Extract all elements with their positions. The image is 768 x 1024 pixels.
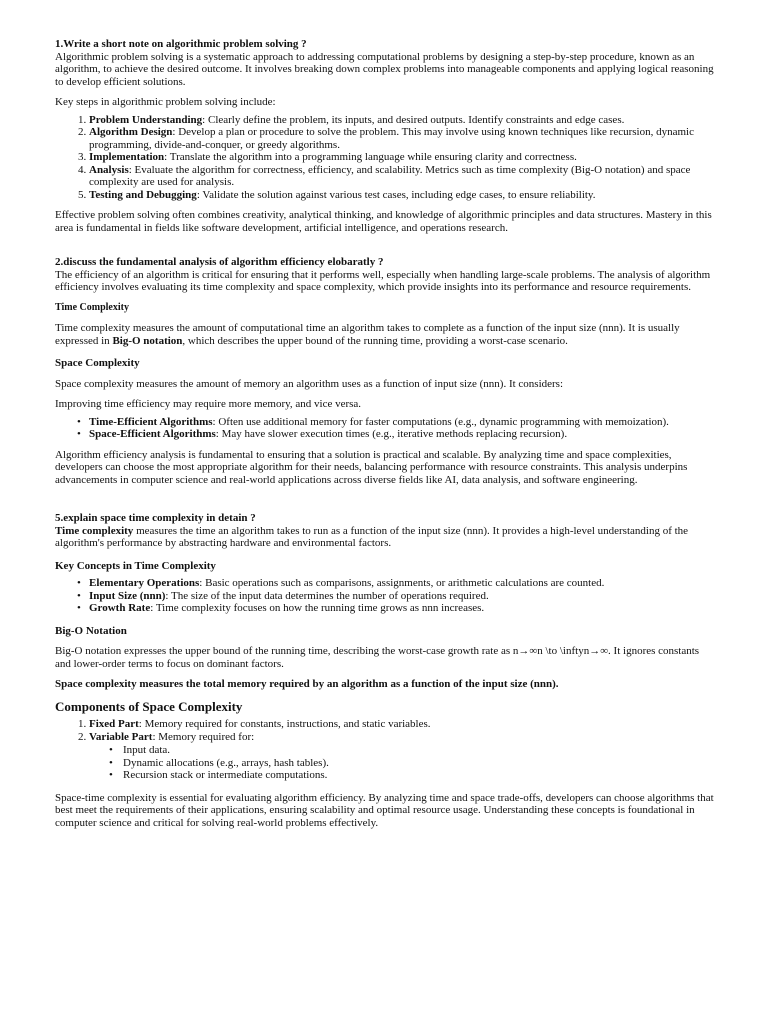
bullet-term: Input Size (nnn) (89, 589, 166, 602)
list-item (77, 577, 715, 590)
component-term: Variable Part (89, 730, 153, 743)
q2-title: 2.discuss the fundamental analysis of algorithm efficiency elobaratly ? (55, 256, 384, 268)
components-heading: Components of Space Complexity (55, 698, 243, 714)
big-o-heading: Big-O Notation (55, 624, 127, 637)
q1-intro: Algorithmic problem solving is a systematic approach to addressing computational problems by designing a step-by-step procedure, known as an algorithm, to achieve the desired outcome. It involves breaking down complex problems into manageable components and applying logical reasoning to develop efficient solutions. (55, 50, 714, 88)
q2-conclusion: Algorithm efficiency analysis is fundamental to ensuring that a solution is practical and scalable. By analyzing time and space complexities, developers can choose the most appropriate algorithm for their needs, balancing performance with resource constraints. This analysis underpins advancements in computer science and real-world applications across diverse fields like AI, data analysis, and software engineering. (55, 448, 688, 486)
step-term: Algorithm Design (89, 126, 173, 138)
bullet-term: Space-Efficient Algorithms (89, 428, 216, 440)
big-o-term: Big-O notation (112, 334, 183, 347)
tradeoff-text: Improving time efficiency may require more memory, and vice versa. (55, 398, 362, 410)
q1-steps-intro: Key steps in algorithmic problem solving include: (55, 96, 276, 108)
q1-conclusion: Effective problem solving often combines creativity, analytical thinking, and knowledge of algorithmic principles and data structures. Mastery in this area is fundamental in fields like software development, artificial intelligence, and operations research. (55, 209, 712, 234)
list-item: • Dynamic allocations (e.g., arrays, hash tables). (109, 757, 715, 770)
tradeoff-list (55, 416, 715, 441)
list-item (77, 428, 715, 441)
time-complexity-heading: Time Complexity (55, 301, 129, 313)
q1-title: 1.Write a short note on algorithmic problem solving ? (55, 38, 307, 50)
variable-part-list (89, 744, 715, 782)
list-item (89, 164, 715, 189)
step-term: Implementation (89, 151, 165, 163)
q5-intro-text: measures the time an algorithm takes to run as a function of the input size (nnn). It provides a high-level understanding of the algorithm's performance by abstracting hardware and environmental factors. (55, 524, 689, 549)
big-o-text: Big-O notation expresses the upper bound of the running time, describing the worst-case growth rate as n→∞n \to \inftyn→∞. It ignores constants and lower-order terms to focus on dominant factors. (55, 645, 700, 670)
list-item: • Input data. (109, 744, 715, 757)
step-text: : Translate the algorithm into a programming language while ensuring clarity and correctness. (164, 151, 577, 163)
time-complexity-text (55, 322, 715, 347)
bullet-text: : Time complexity focuses on how the running time grows as nnn increases. (150, 602, 485, 614)
q5-intro (55, 525, 715, 550)
components-list (55, 718, 715, 782)
time-text-part: Time complexity measures the amount of computational time an algorithm takes to complete as a function of the input size (nnn). It is usually expressed in (55, 322, 680, 347)
time-text-part: , which describes the upper bound of the running time, providing a worst-case scenario. (182, 334, 568, 347)
q2-intro: The efficiency of an algorithm is critical for ensuring that it performs well, especially when handling large-scale problems. The analysis of algorithm efficiency involves evaluating its time complexity and space complexity, which provide insights into its performance and resource requirements. (55, 268, 711, 293)
step-term: Testing and Debugging (89, 188, 197, 201)
space-complexity-definition: Space complexity measures the total memory required by an algorithm as a function of the input size (nnn). (55, 678, 559, 690)
time-complexity-term: Time complexity (55, 524, 134, 537)
q5-title: 5.explain space time complexity in detain ? (55, 512, 256, 524)
bullet-term: Elementary Operations (89, 577, 200, 589)
bullet-text: : Basic operations such as comparisons, assignments, or arithmetic calculations are counted. (199, 577, 605, 589)
space-complexity-text: Space complexity measures the amount of memory an algorithm uses as a function of input size (nnn). It considers: (55, 377, 564, 390)
space-complexity-heading: Space Complexity (55, 357, 140, 369)
list-item (89, 126, 715, 151)
step-text: : Develop a plan or procedure to solve the problem. This may involve using known techniques like recursion, dynamic programming, divide-and-conquer, or greedy algorithms. (89, 126, 694, 151)
bullet-text: : The size of the input data determines the number of operations required. (165, 589, 489, 602)
step-term: Problem Understanding (89, 113, 203, 126)
bullet-text: : Often use additional memory for faster computations (e.g., dynamic programming with memoization). (212, 415, 669, 428)
key-concepts-list (55, 577, 715, 615)
list-item (89, 114, 715, 127)
list-item (77, 590, 715, 603)
step-text: : Clearly define the problem, its inputs, and desired outputs. Identify constraints and edge cases. (202, 113, 625, 126)
list-item (89, 718, 715, 731)
list-item (89, 189, 715, 202)
bullet-term: Time-Efficient Algorithms (89, 415, 213, 428)
step-text: : Evaluate the algorithm for correctness, efficiency, and scalability. Metrics such as time complexity (Big-O notation) and space complexity are used for analysis. (89, 163, 691, 188)
list-item (89, 731, 715, 782)
bullet-term: Growth Rate (89, 602, 151, 614)
list-item (77, 416, 715, 429)
bullet-text: : May have slower execution times (e.g., iterative methods replacing recursion). (215, 428, 568, 440)
list-item (89, 151, 715, 164)
list-item: • Recursion stack or intermediate computations. (109, 769, 715, 782)
key-concepts-heading: Key Concepts in Time Complexity (55, 559, 216, 572)
q5-conclusion: Space-time complexity is essential for evaluating algorithm efficiency. By analyzing time and space trade-offs, developers can choose algorithms that best meet the requirements of their applications, ensuring scalability and optimal resource usage. Understanding these concepts is foundational in computer science and critical for solving real-world problems effectively. (55, 791, 714, 829)
document-content (55, 38, 715, 829)
component-text: : Memory required for: (152, 730, 255, 743)
step-text: : Validate the solution against various test cases, including edge cases, to ensure reliability. (196, 188, 596, 201)
component-text: : Memory required for constants, instructions, and static variables. (138, 718, 431, 730)
component-term: Fixed Part (89, 718, 139, 730)
q1-steps-list (55, 114, 715, 202)
list-item (77, 602, 715, 615)
step-term: Analysis (89, 163, 129, 176)
